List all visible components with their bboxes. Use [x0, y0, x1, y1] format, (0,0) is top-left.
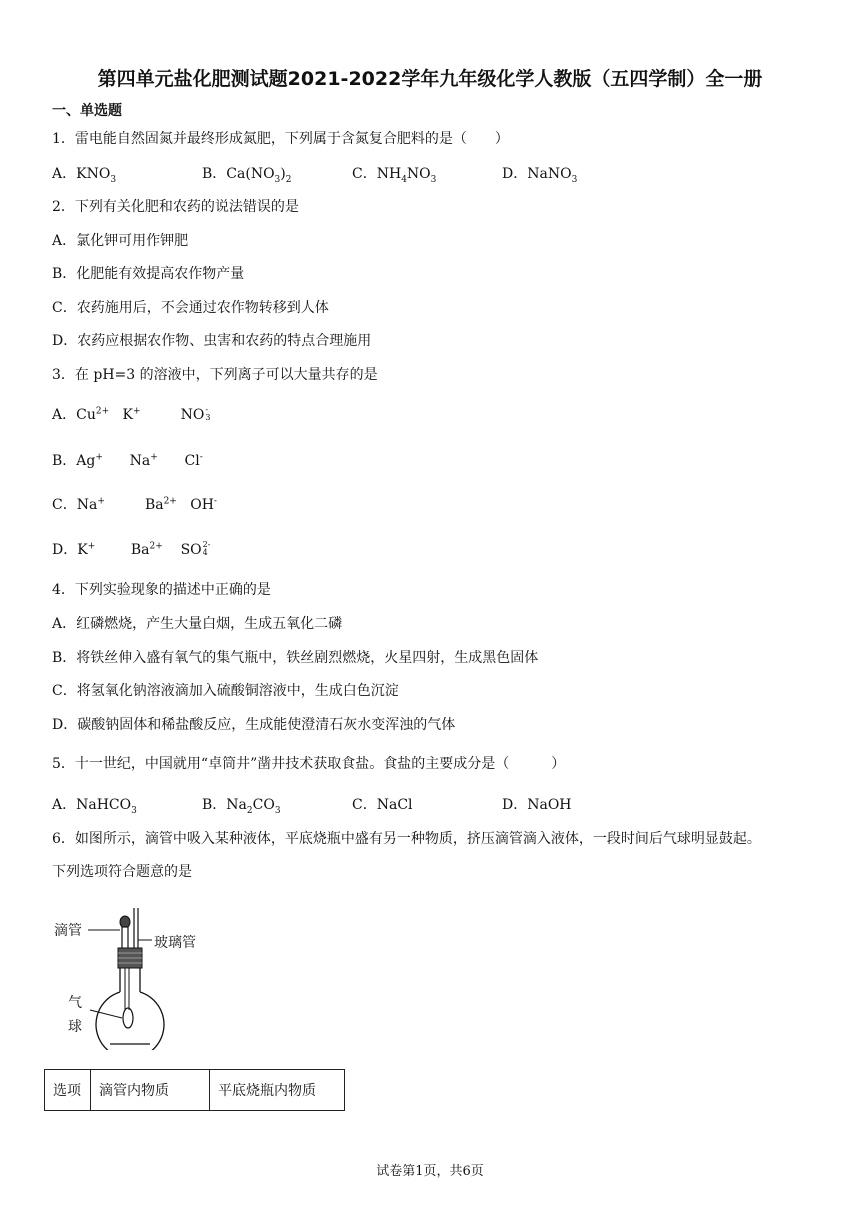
q3-option-c: C．Na+ $Ba^{2+}$ OH-: [52, 496, 217, 513]
page-title: 第四单元盐化肥测试题2021-2022学年九年级化学人教版（五四学制）全一册: [97, 68, 763, 90]
q2-option-b: B．化肥能有效提高农作物产量: [52, 266, 245, 282]
dropper-label: 滴管: [54, 923, 82, 939]
table-header-cell: 滴管内物质: [91, 1070, 210, 1111]
q2-option-d: D．农药应根据农作物、虫害和农药的特点合理施用: [52, 333, 372, 349]
q1-option-a: A．$KNO_3$: [52, 166, 117, 185]
q5-option-b: B．$Na_2CO_3$: [202, 797, 281, 816]
q3-stem: 3．在 pH=3 的溶液中，下列离子可以大量共存的是: [52, 367, 378, 383]
q3-option-b: B．Ag+ Na+ Cl-: [52, 452, 203, 469]
q5-option-a: A．NaHCO$_3$: [52, 797, 137, 816]
q4-option-b: B．将铁丝伸入盛有氧气的集气瓶中，铁丝剧烈燃烧，火星四射，生成黑色固体: [52, 650, 539, 666]
q3-option-a: A．$Cu^{2+}$ K+ NO - 3: [52, 405, 211, 423]
q5-stem: 5．十一世纪，中国就用“卓筒井”凿井技术获取食盐。食盐的主要成分是（ ）: [52, 756, 566, 772]
balloon-label-2: 球: [68, 1019, 82, 1035]
q4-option-a: A．红磷燃烧，产生大量白烟，生成五氧化二磷: [52, 616, 343, 632]
q3-option-d: D．K+ $Ba^{2+}$ SO 2- 4: [52, 540, 211, 558]
q1-option-b: B．$Ca(NO_3)_2$: [202, 166, 292, 185]
q2-option-a: A．氯化钾可用作钾肥: [52, 233, 189, 249]
q6-stem-line-1: 6．如图所示，滴管中吸入某种液体，平底烧瓶中盛有另一种物质，挤压滴管滴入液体，一段时间后气球明显鼓起。: [52, 831, 761, 847]
q4-option-d: D．碳酸钠固体和稀盐酸反应，生成能使澄清石灰水变浑浊的气体: [52, 717, 456, 733]
q4-option-c: C．将氢氧化钠溶液滴加入硫酸铜溶液中，生成白色沉淀: [52, 683, 399, 699]
q6-options-table: [44, 1069, 345, 1111]
table-row: [45, 1070, 345, 1111]
q2-stem: 2．下列有关化肥和农药的说法错误的是: [52, 199, 299, 215]
q1-stem: 1．雷电能自然固氮并最终形成氮肥，下列属于含氮复合肥料的是（ ）: [52, 131, 509, 147]
section-heading: 一、单选题: [52, 103, 122, 119]
apparatus-figure: [48, 900, 218, 1050]
q5-option-c: C．NaCl: [352, 797, 413, 813]
q1-option-c: C．$NH_4NO_3$: [352, 166, 437, 185]
q1-option-d: D．NaNO$_3$: [502, 166, 578, 185]
glass-tube-label: 玻璃管: [154, 935, 196, 951]
balloon-label-1: 气: [68, 995, 82, 1011]
page-footer: 试卷第1页，共6页: [376, 1164, 484, 1179]
q2-option-c: C．农药施用后，不会通过农作物转移到人体: [52, 300, 329, 316]
table-header-cell: 平底烧瓶内物质: [210, 1070, 345, 1111]
q4-stem: 4．下列实验现象的描述中正确的是: [52, 582, 271, 598]
q6-stem-line-2: 下列选项符合题意的是: [52, 864, 192, 880]
table-header-cell: 选项: [45, 1070, 91, 1111]
q5-option-d: D．NaOH: [502, 797, 572, 813]
